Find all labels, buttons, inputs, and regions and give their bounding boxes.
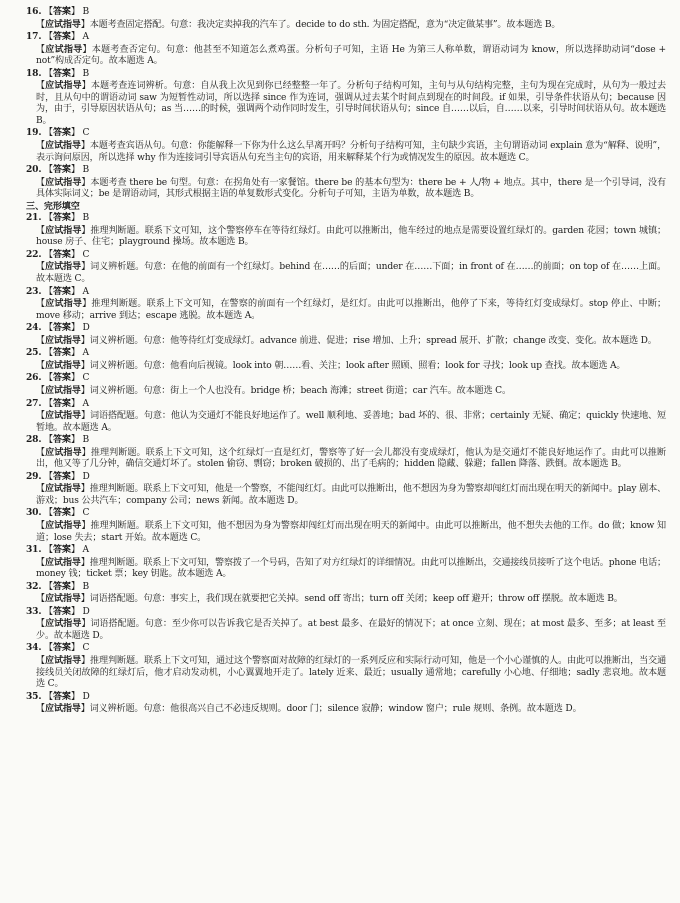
guide-text: 词语搭配题。句意：至少你可以告诉我它是否关掉了。at best 最多、在最好的情况下；at once 立刻、现在；at most 最多、至多；at least 至少。故本题选 D。 — [36, 619, 666, 641]
answer-label: 【 答案 】 — [44, 434, 80, 445]
guide-text: 词语搭配题。句意：事实上，我们现在就要把它关掉。send off 寄出；turn off 关闭；keep off 避开；throw off 摆脱。故本题选 B。 — [89, 594, 623, 605]
guide-line — [26, 360, 666, 373]
answer-label: 【 答案 】 — [44, 372, 80, 383]
guide-line — [26, 703, 666, 716]
guide-label: 【 应试指导 】 — [36, 19, 90, 30]
guide-line — [26, 80, 666, 127]
answer-item — [26, 691, 666, 716]
answer-line — [26, 212, 666, 225]
answer-line — [26, 507, 666, 520]
answer-label: 【 答案 】 — [44, 127, 80, 138]
answer-item — [26, 581, 666, 606]
guide-label: 【 应试指导 】 — [36, 593, 90, 604]
guide-text: 推理判断题。联系上下文可知，通过这个警察面对故障的红绿灯的一系列反应和实际行动可知，他是一个小心谨慎的人。由此可以推断出，当交通接线员关闭故障的红绿灯后，他才启动发动机，小心翼翼地开走了。lately 近来、最近；usually 通常地；carefully 小心地、仔细地；sadly 悲哀地。故本题选 C。 — [36, 655, 667, 690]
answer-letter: B — [82, 68, 90, 79]
answer-label: 【 答案 】 — [44, 606, 80, 617]
guide-line — [26, 618, 666, 642]
guide-text: 推理判断题。联系下文可知，这个警察停车在等待红绿灯。由此可以推断出，他车经过的地点是需要设置红绿灯的。garden 花园；town 城镇；house 房子、住宅；playground 操场。故本题选 B。 — [36, 225, 666, 248]
answer-line — [26, 581, 666, 594]
section-heading: 三、完形填空 — [26, 200, 80, 212]
guide-line — [26, 557, 666, 581]
answer-label: 【 答案 】 — [44, 544, 80, 555]
answer-line — [26, 642, 666, 655]
guide-label: 【 应试指导 】 — [36, 655, 90, 666]
question-number: 21. — [26, 212, 42, 224]
answer-letter: B — [82, 213, 90, 224]
guide-line — [26, 44, 666, 68]
guide-text: 词义辨析题。句意：他看向后视镜。look into 朝……看、关注；look after 照顾、照看；look for 寻找；look up 查找。故本题选 A。 — [89, 360, 626, 371]
answer-line — [26, 6, 666, 19]
answer-label: 【 答案 】 — [44, 31, 80, 42]
answer-letter: D — [82, 471, 90, 482]
guide-line — [26, 298, 666, 322]
answer-label: 【 答案 】 — [44, 507, 80, 518]
question-number: 20. — [26, 164, 42, 176]
question-number: 18. — [26, 67, 42, 79]
answer-line — [26, 249, 666, 262]
answer-label: 【 答案 】 — [44, 691, 80, 702]
answer-item — [26, 471, 666, 508]
guide-line — [26, 593, 666, 606]
question-number: 25. — [26, 347, 42, 359]
answer-label: 【 答案 】 — [44, 642, 80, 653]
answer-item — [26, 6, 666, 31]
guide-label: 【 应试指导 】 — [36, 140, 90, 151]
guide-label: 【 应试指导 】 — [36, 298, 91, 309]
answer-letter: D — [82, 323, 90, 334]
guide-text: 词义辨析题。句意：他很高兴自己不必违反规则。door 门；silence 寂静；window 窗户；rule 规则、条例。故本题选 D。 — [89, 704, 582, 715]
answer-letter: C — [82, 643, 90, 654]
answer-item — [26, 434, 666, 471]
guide-text: 本题考查宾语从句。句意：你能解释一下你为什么这么早离开吗？分析句子结构可知，主句缺少宾语，主句谓语动词 explain 意为“解释、说明”，表示询问原因，所以选择 why 作为连接词引导宾语从句充当主句的宾语，用来解释某个行为或情况发生的原因。故本题选 C。 — [36, 141, 667, 163]
question-number: 30. — [26, 507, 42, 519]
answer-label: 【 答案 】 — [44, 347, 80, 358]
guide-text: 推理判断题。联系上下文可知，他是一个警察，不能闯红灯。由此可以推断出，他不想因为身为警察却闯红灯而出现在明天的新闻中。play 剧本、游戏；bus 公共汽车；company 公司；news 新闻。故本题选 D。 — [36, 484, 666, 506]
answer-item — [26, 544, 666, 581]
question-number: 19. — [26, 127, 42, 139]
answer-label: 【 答案 】 — [44, 471, 80, 482]
answer-item — [26, 127, 666, 164]
guide-label: 【 应试指导 】 — [36, 80, 91, 91]
answer-item — [26, 212, 666, 249]
question-number: 26. — [26, 372, 42, 384]
answer-label: 【 答案 】 — [44, 68, 80, 79]
answer-line — [26, 372, 666, 385]
answer-letter: B — [82, 581, 90, 592]
answer-line — [26, 434, 666, 447]
guide-label: 【 应试指导 】 — [36, 177, 90, 188]
question-number: 31. — [26, 544, 42, 556]
answer-letter: A — [82, 286, 89, 297]
answer-label: 【 答案 】 — [44, 6, 80, 17]
guide-label: 【 应试指导 】 — [36, 483, 90, 494]
answer-line — [26, 286, 666, 299]
answer-line — [26, 544, 666, 557]
guide-label: 【 应试指导 】 — [36, 410, 90, 421]
answer-item — [26, 68, 666, 128]
answer-line — [26, 691, 666, 704]
guide-text: 词义辨析题。句意：他等待红灯变成绿灯。advance 前进、促进；rise 增加、上升；spread 展开、扩散；change 改变、变化。故本题选 D。 — [89, 335, 657, 346]
answer-item — [26, 606, 666, 643]
guide-label: 【 应试指导 】 — [36, 557, 90, 568]
answer-letter: A — [82, 32, 89, 43]
guide-line — [26, 447, 666, 471]
answer-item — [26, 507, 666, 544]
guide-text: 本题考查固定搭配。句意：我决定卖掉我的汽车了。decide to do sth. 为固定搭配，意为“决定做某事”。故本题选 B。 — [89, 19, 561, 30]
answer-line — [26, 398, 666, 411]
answer-label: 【 答案 】 — [44, 398, 80, 409]
answer-line — [26, 127, 666, 140]
answer-letter: C — [82, 128, 90, 139]
guide-text: 推理判断题。联系上下文可知，他不想因为身为警察却闯红灯而出现在明天的新闻中。由此可以推断出，他不想失去他的工作。do 做；know 知道；lose 失去；start 开始。故本题选 C。 — [36, 520, 666, 543]
guide-line — [26, 385, 666, 398]
guide-text: 词义辨析题。句意：街上一个人也没有。bridge 桥；beach 海滩；street 街道；car 汽车。故本题选 C。 — [89, 385, 511, 396]
answer-label: 【 答案 】 — [44, 286, 80, 297]
answer-item — [26, 372, 666, 397]
answer-letter: D — [82, 691, 90, 702]
guide-label: 【 应试指导 】 — [36, 360, 90, 371]
question-number: 23. — [26, 285, 42, 297]
guide-text: 本题考查否定句。句意：他甚至不知道怎么煮鸡蛋。分析句子可知，主语 He 为第三人称单数，谓语动词为 know，所以选择助动词“dose + not”构成否定句。故本题选 A。 — [36, 44, 666, 67]
answer-item — [26, 398, 666, 435]
answer-letter: A — [82, 348, 89, 359]
answer-letter: B — [82, 435, 90, 446]
answer-letter: B — [82, 165, 90, 176]
answer-line — [26, 164, 666, 177]
answer-item — [26, 642, 666, 690]
guide-line — [26, 19, 666, 32]
answer-letter: C — [82, 508, 90, 519]
answer-line — [26, 322, 666, 335]
question-number: 24. — [26, 322, 42, 334]
guide-label: 【 应试指导 】 — [36, 520, 90, 531]
answer-letter: C — [82, 373, 90, 384]
cloze-answer-list — [26, 212, 666, 715]
answer-letter: B — [82, 7, 90, 17]
guide-label: 【 应试指导 】 — [36, 703, 90, 714]
question-number: 17. — [26, 31, 42, 43]
answer-line — [26, 68, 666, 81]
guide-line — [26, 335, 666, 348]
answer-label: 【 答案 】 — [44, 164, 80, 175]
question-number: 33. — [26, 605, 42, 617]
question-number: 34. — [26, 642, 42, 654]
guide-label: 【 应试指导 】 — [36, 261, 90, 272]
question-number: 29. — [26, 470, 42, 482]
guide-label: 【 应试指导 】 — [36, 225, 90, 236]
guide-line — [26, 140, 666, 164]
grammar-answer-list — [26, 6, 666, 201]
question-number: 28. — [26, 434, 42, 446]
guide-text: 本题考查 there be 句型。句意：在拐角处有一家餐馆。there be 的基本句型为：there be + 人/物 + 地点。其中，there 是一个引导词，没有具体实际词义；be 是谓语动词，其形式根据主语的单复数形式变化。分析句子可知，主语为单数，故本题选 B。 — [36, 177, 666, 200]
guide-line — [26, 520, 666, 544]
answer-item — [26, 164, 666, 201]
answer-label: 【 答案 】 — [44, 249, 80, 260]
question-number: 32. — [26, 580, 42, 592]
guide-text: 推理判断题。联系上下文可知，警察拨了一个号码，告知了对方红绿灯的详细情况。由此可以推断出，交通接线员接听了这个电话。phone 电话；money 钱；ticket 票；key 钥匙。故本题选 A。 — [36, 557, 666, 580]
guide-label: 【 应试指导 】 — [36, 618, 90, 629]
answer-label: 【 答案 】 — [44, 212, 80, 223]
answer-item — [26, 286, 666, 323]
answer-line — [26, 471, 666, 484]
answer-line — [26, 347, 666, 360]
guide-line — [26, 177, 666, 201]
guide-text: 词语搭配题。句意：他认为交通灯不能良好地运作了。well 顺利地、妥善地；bad 坏的、很、非常；certainly 无疑、确定；quickly 快速地、短暂地。故本题选 A。 — [36, 411, 666, 433]
answer-letter: A — [82, 545, 89, 556]
guide-text: 推理判断题。联系上下文可知，在警察的前面有一个红绿灯，是红灯。由此可以推断出，他停了下来，等待红灯变成绿灯。stop 停止、中断；move 移动；arrive 到达；escape 逃脱。故本题选 A。 — [36, 299, 666, 321]
answer-letter: A — [82, 398, 89, 409]
guide-line — [26, 483, 666, 507]
guide-label: 【 应试指导 】 — [36, 447, 91, 458]
question-number: 22. — [26, 248, 42, 260]
answer-item — [26, 347, 666, 372]
answer-label: 【 答案 】 — [44, 322, 80, 333]
guide-label: 【 应试指导 】 — [36, 335, 90, 346]
guide-text: 本题考查连词辨析。句意：自从我上次见到你已经整整一年了。分析句子结构可知，主句与从句结构完整，主句为现在完成时，从句为一般过去时，且从句中的谓语动词 saw 为短暂性动词，所以选择 since 作为连词，强调从过去某个时间点到现在的时间段。if 如果，引导条件状语从句；because 因为，由于，引导原因状语从句；as 当……的时候，强调两个动作同时发生，引导时间状语从句；since 自……以后，自……以来，引导时间状语从句。故本题选 B。 — [36, 81, 666, 126]
guide-text: 推理判断题。联系上下文可知，这个红绿灯一直是红灯，警察等了好一会儿都没有变成绿灯，他认为是交通灯不能良好地运作了。由此可以推断出，他又等了几分钟，确信交通灯坏了。stolen 偷窃、剽窃；broken 破损的、出了毛病的；hidden 隐藏、躲避；fallen 降落、跌倒。故本题选 B。 — [36, 447, 666, 470]
answer-letter: C — [82, 249, 90, 260]
question-number: 35. — [26, 690, 42, 702]
answer-item — [26, 31, 666, 68]
answer-label: 【 答案 】 — [44, 581, 80, 592]
guide-line — [26, 261, 666, 285]
guide-line — [26, 655, 666, 691]
question-number: 16. — [26, 6, 42, 17]
answer-item — [26, 249, 666, 286]
question-number: 27. — [26, 397, 42, 409]
guide-text: 词义辨析题。句意：在他的前面有一个红绿灯。behind 在……的后面；under 在……下面；in front of 在……的前面；on top of 在……上面。故本题选 C。 — [36, 262, 666, 285]
guide-line — [26, 225, 666, 249]
answer-item — [26, 322, 666, 347]
answer-line — [26, 606, 666, 619]
answer-line — [26, 31, 666, 44]
answer-letter: D — [82, 606, 90, 617]
guide-label: 【 应试指导 】 — [36, 44, 92, 55]
guide-line — [26, 410, 666, 434]
guide-label: 【 应试指导 】 — [36, 385, 90, 396]
